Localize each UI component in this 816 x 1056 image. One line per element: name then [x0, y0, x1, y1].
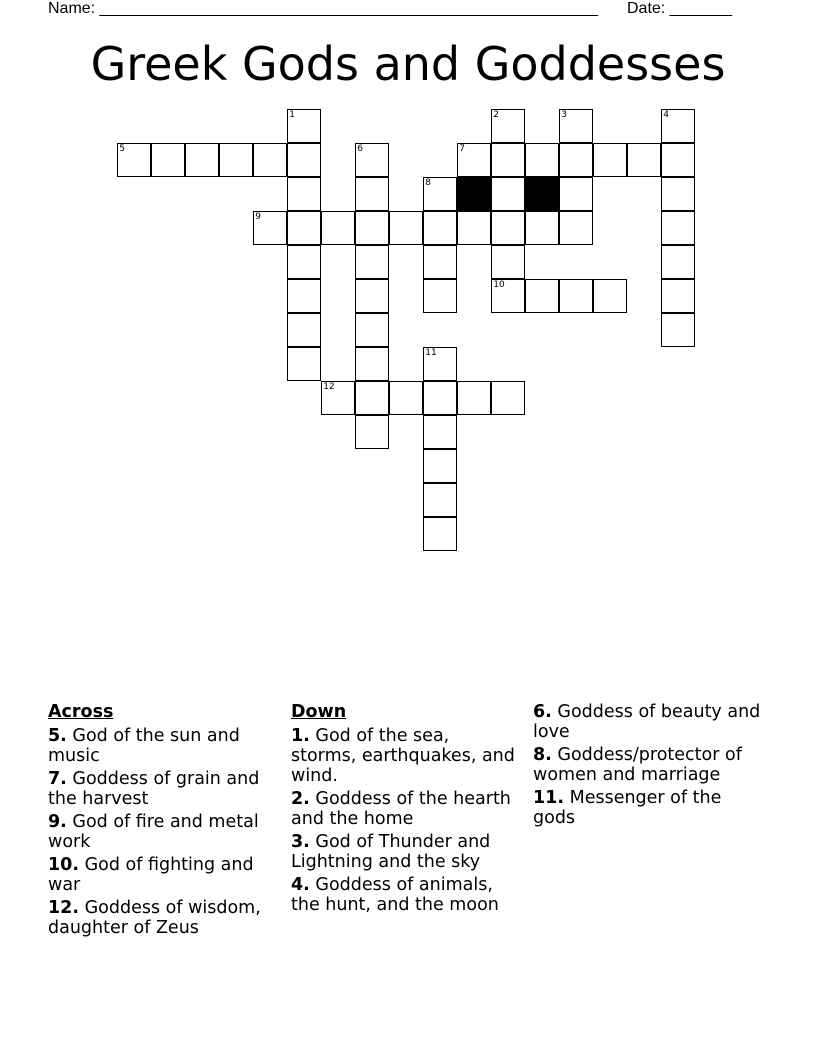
answer-cell[interactable]	[559, 143, 593, 177]
answer-cell[interactable]	[253, 143, 287, 177]
clue-across-7	[48, 769, 276, 809]
cell-number: 3	[561, 110, 567, 121]
answer-cell[interactable]	[559, 211, 593, 245]
answer-cell[interactable]	[355, 279, 389, 313]
answer-cell[interactable]	[423, 483, 457, 517]
clue-number: 5.	[48, 726, 67, 746]
down-clues	[291, 702, 519, 918]
answer-cell[interactable]	[559, 279, 593, 313]
answer-cell[interactable]	[525, 279, 559, 313]
answer-cell[interactable]	[423, 415, 457, 449]
answer-cell[interactable]	[423, 177, 457, 211]
answer-cell[interactable]	[287, 143, 321, 177]
clue-number: 7.	[48, 769, 67, 789]
answer-cell[interactable]	[661, 177, 695, 211]
answer-cell[interactable]	[355, 313, 389, 347]
down-clues-continued	[533, 702, 761, 831]
cell-number: 4	[663, 110, 669, 121]
cell-number: 7	[459, 144, 465, 155]
clue-down-1	[291, 726, 519, 786]
answer-cell[interactable]	[389, 381, 423, 415]
page-title: Greek Gods and Goddesses	[90, 37, 726, 91]
clue-across-12	[48, 898, 276, 938]
answer-cell[interactable]	[355, 177, 389, 211]
clue-across-5	[48, 726, 276, 766]
answer-cell[interactable]	[355, 143, 389, 177]
answer-cell[interactable]	[661, 211, 695, 245]
answer-cell[interactable]	[287, 313, 321, 347]
answer-cell[interactable]	[151, 143, 185, 177]
clue-text: God of the sea, storms, earthquakes, and wind.	[291, 726, 515, 786]
clue-down-11	[533, 788, 761, 828]
answer-cell[interactable]	[627, 143, 661, 177]
answer-cell[interactable]	[491, 245, 525, 279]
clue-text: Goddess of wisdom, daughter of Zeus	[48, 898, 261, 938]
answer-cell[interactable]	[559, 177, 593, 211]
answer-cell[interactable]	[287, 211, 321, 245]
cell-number: 5	[119, 144, 125, 155]
clue-text: God of the sun and music	[48, 726, 240, 766]
answer-cell[interactable]	[491, 109, 525, 143]
clue-number: 10.	[48, 855, 80, 875]
answer-cell[interactable]	[491, 211, 525, 245]
clue-across-10	[48, 855, 276, 895]
cell-number: 1	[289, 110, 295, 121]
answer-cell[interactable]	[287, 245, 321, 279]
clue-text: Goddess of the hearth and the home	[291, 789, 511, 829]
answer-cell[interactable]	[355, 211, 389, 245]
answer-cell[interactable]	[287, 109, 321, 143]
cell-number: 11	[425, 348, 437, 359]
clue-down-4	[291, 875, 519, 915]
clue-down-8	[533, 745, 761, 785]
answer-cell[interactable]	[593, 143, 627, 177]
across-clues	[48, 702, 276, 941]
name-field[interactable]: Name: ________________________________________________________	[48, 0, 598, 17]
answer-cell[interactable]	[491, 381, 525, 415]
answer-cell[interactable]	[321, 381, 355, 415]
clue-down-6	[533, 702, 761, 742]
cell-number: 9	[255, 212, 261, 223]
answer-cell[interactable]	[355, 381, 389, 415]
clue-across-9	[48, 812, 276, 852]
answer-cell[interactable]	[219, 143, 253, 177]
answer-cell[interactable]	[525, 211, 559, 245]
clue-text: Goddess of animals, the hunt, and the moon	[291, 875, 499, 915]
answer-cell[interactable]	[423, 449, 457, 483]
answer-cell[interactable]	[423, 245, 457, 279]
answer-cell[interactable]	[491, 279, 525, 313]
answer-cell[interactable]	[287, 279, 321, 313]
clue-text: Goddess/protector of women and marriage	[533, 745, 742, 785]
answer-cell[interactable]	[287, 177, 321, 211]
answer-cell[interactable]	[491, 177, 525, 211]
clue-text: God of Thunder and Lightning and the sky	[291, 832, 491, 872]
answer-cell[interactable]	[423, 517, 457, 551]
answer-cell[interactable]	[355, 245, 389, 279]
answer-cell[interactable]	[661, 109, 695, 143]
cell-number: 2	[493, 110, 499, 121]
answer-cell[interactable]	[253, 211, 287, 245]
answer-cell[interactable]	[355, 347, 389, 381]
clue-text: Goddess of grain and the harvest	[48, 769, 260, 809]
answer-cell[interactable]	[661, 279, 695, 313]
date-field[interactable]: Date: _______	[627, 0, 732, 17]
across-heading: Across	[48, 702, 114, 722]
answer-cell[interactable]	[321, 211, 355, 245]
cell-number: 8	[425, 178, 431, 189]
clue-down-2	[291, 789, 519, 829]
clue-text: Goddess of beauty and love	[533, 702, 761, 742]
clue-number: 4.	[291, 875, 310, 895]
cell-number: 6	[357, 144, 363, 155]
answer-cell[interactable]	[491, 143, 525, 177]
answer-cell[interactable]	[117, 143, 151, 177]
cell-number: 12	[323, 382, 335, 393]
answer-cell[interactable]	[185, 143, 219, 177]
answer-cell[interactable]	[423, 381, 457, 415]
answer-cell[interactable]	[559, 109, 593, 143]
black-cell	[457, 177, 491, 211]
answer-cell[interactable]	[423, 211, 457, 245]
cell-number: 10	[493, 280, 505, 291]
answer-cell[interactable]	[389, 211, 423, 245]
answer-cell[interactable]	[457, 381, 491, 415]
clue-number: 6.	[533, 702, 552, 722]
clue-number: 3.	[291, 832, 310, 852]
clue-down-3	[291, 832, 519, 872]
answer-cell[interactable]	[457, 211, 491, 245]
answer-cell[interactable]	[423, 347, 457, 381]
answer-cell[interactable]	[593, 279, 627, 313]
clue-text: Messenger of the gods	[533, 788, 722, 828]
answer-cell[interactable]	[287, 347, 321, 381]
clue-number: 1.	[291, 726, 310, 746]
answer-cell[interactable]	[457, 143, 491, 177]
answer-cell[interactable]	[661, 245, 695, 279]
clue-number: 12.	[48, 898, 80, 918]
clue-number: 2.	[291, 789, 310, 809]
clue-number: 9.	[48, 812, 67, 832]
black-cell	[525, 177, 559, 211]
answer-cell[interactable]	[355, 415, 389, 449]
answer-cell[interactable]	[661, 143, 695, 177]
clue-text: God of fighting and war	[48, 855, 254, 895]
clue-number: 11.	[533, 788, 565, 808]
answer-cell[interactable]	[423, 279, 457, 313]
clue-text: God of fire and metal work	[48, 812, 259, 852]
down-heading: Down	[291, 702, 347, 722]
answer-cell[interactable]	[525, 143, 559, 177]
answer-cell[interactable]	[661, 313, 695, 347]
clue-number: 8.	[533, 745, 552, 765]
